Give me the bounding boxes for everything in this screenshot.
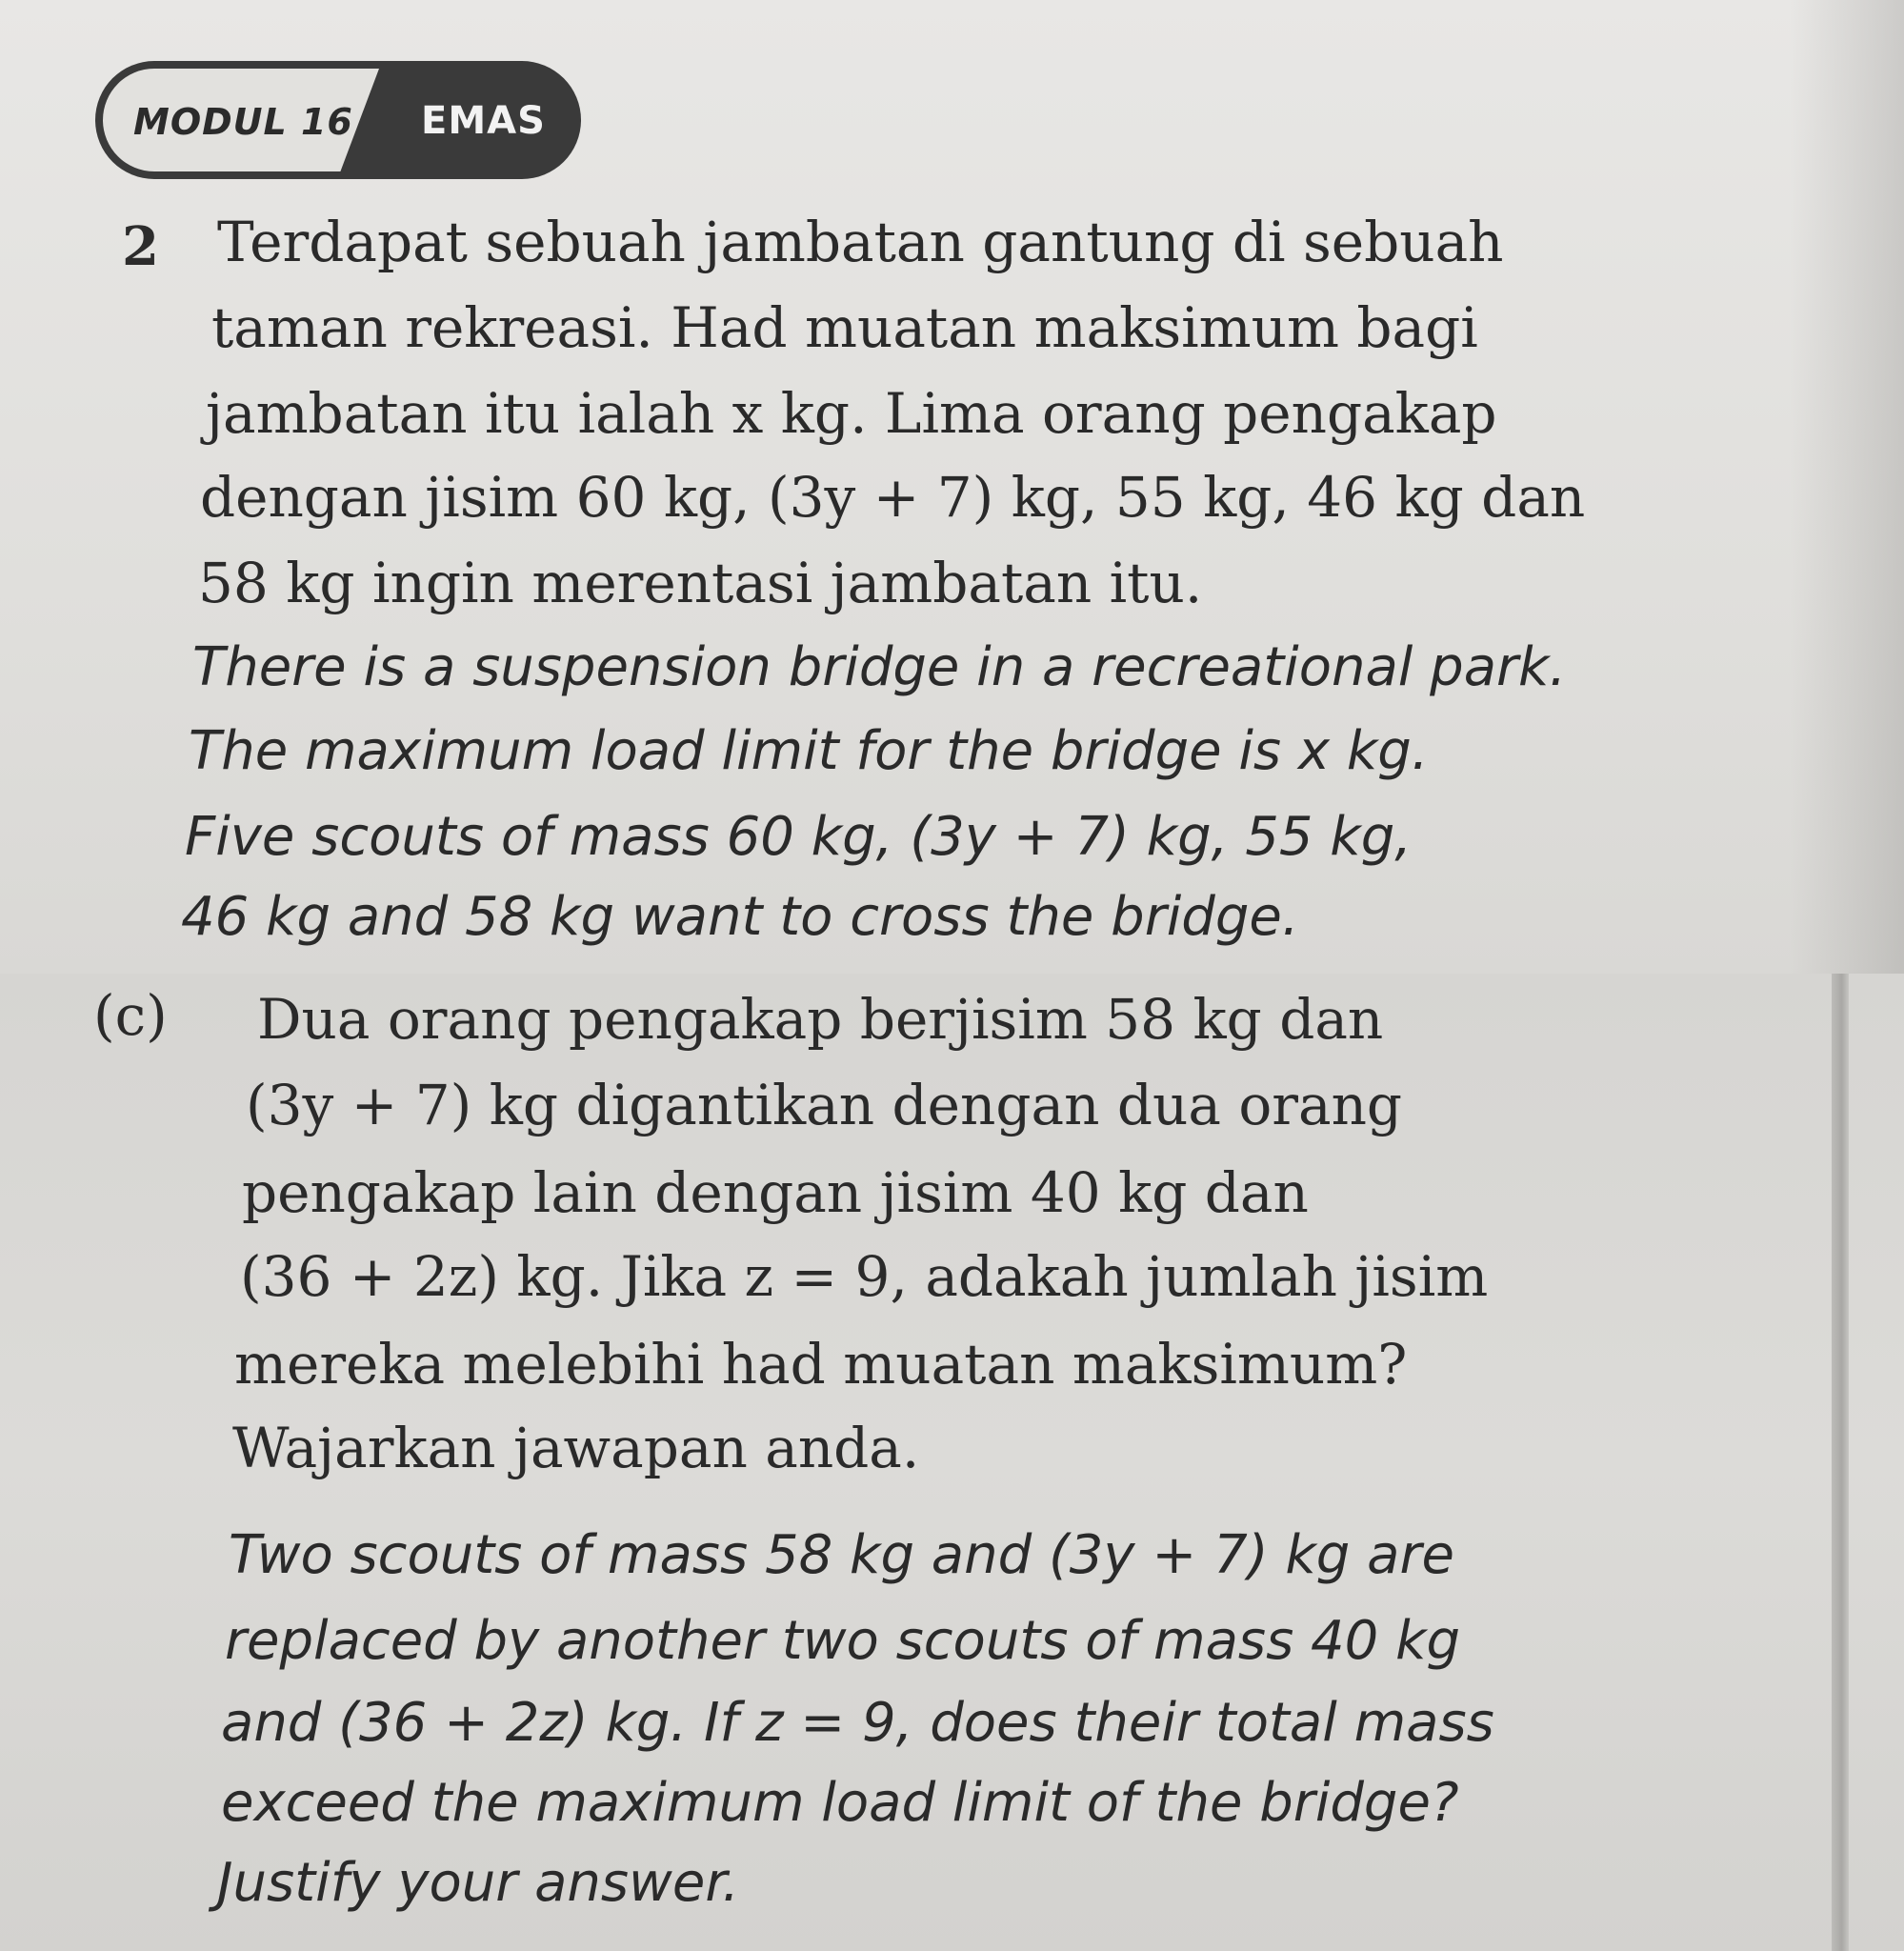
page-shadow — [1790, 0, 1904, 974]
part-c-ms-line: pengakap lain dengan jisim 40 kg dan — [242, 1160, 1309, 1225]
question-ms-line: jambatan itu ialah x kg. Lima orang pengakap — [206, 381, 1497, 446]
part-c-ms-line: Wajarkan jawapan anda. — [232, 1416, 920, 1480]
part-c-en-line: exceed the maximum load limit of the bridge? — [221, 1772, 1459, 1834]
part-c-en-line: Justify your answer. — [217, 1852, 739, 1914]
level-label: EMAS — [421, 99, 546, 143]
module-label: MODUL 16 — [133, 101, 353, 143]
question-ms-line: dengan jisim 60 kg, (3y + 7) kg, 55 kg, 46 kg dan — [200, 465, 1586, 530]
question-ms-line: Terdapat sebuah jambatan gantung di sebuah — [217, 210, 1504, 274]
module-badge — [95, 61, 581, 179]
part-c-label: (c) — [93, 983, 168, 1048]
part-c-en-line: and (36 + 2z) kg. If z = 9, does their total mass — [221, 1692, 1494, 1754]
part-c-ms-line: Dua orang pengakap berjisim 58 kg dan — [257, 987, 1384, 1052]
question-ms-line: 58 kg ingin merentasi jambatan itu. — [198, 551, 1203, 615]
question-ms-line: taman rekreasi. Had muatan maksimum bagi — [211, 295, 1478, 360]
part-c-ms-line: (3y + 7) kg digantikan dengan dua orang — [246, 1073, 1403, 1137]
question-en-line: The maximum load limit for the bridge is x kg. — [189, 720, 1429, 782]
page-edge — [1832, 974, 1849, 1951]
top-page-photo — [0, 0, 1904, 974]
question-en-line: Five scouts of mass 60 kg, (3y + 7) kg, 55 kg, — [185, 806, 1413, 868]
part-c-ms-line: (36 + 2z) kg. Jika z = 9, adakah jumlah jisim — [240, 1244, 1489, 1309]
question-number: 2 — [122, 215, 159, 278]
question-en-line: 46 kg and 58 kg want to cross the bridge. — [181, 886, 1299, 948]
part-c-en-line: Two scouts of mass 58 kg and (3y + 7) kg are — [229, 1524, 1454, 1586]
part-c-ms-line: mereka melebihi had muatan maksimum? — [234, 1332, 1408, 1397]
part-c-en-line: replaced by another two scouts of mass 40 kg — [225, 1610, 1461, 1672]
question-en-line: There is a suspension bridge in a recreational park. — [192, 636, 1567, 698]
